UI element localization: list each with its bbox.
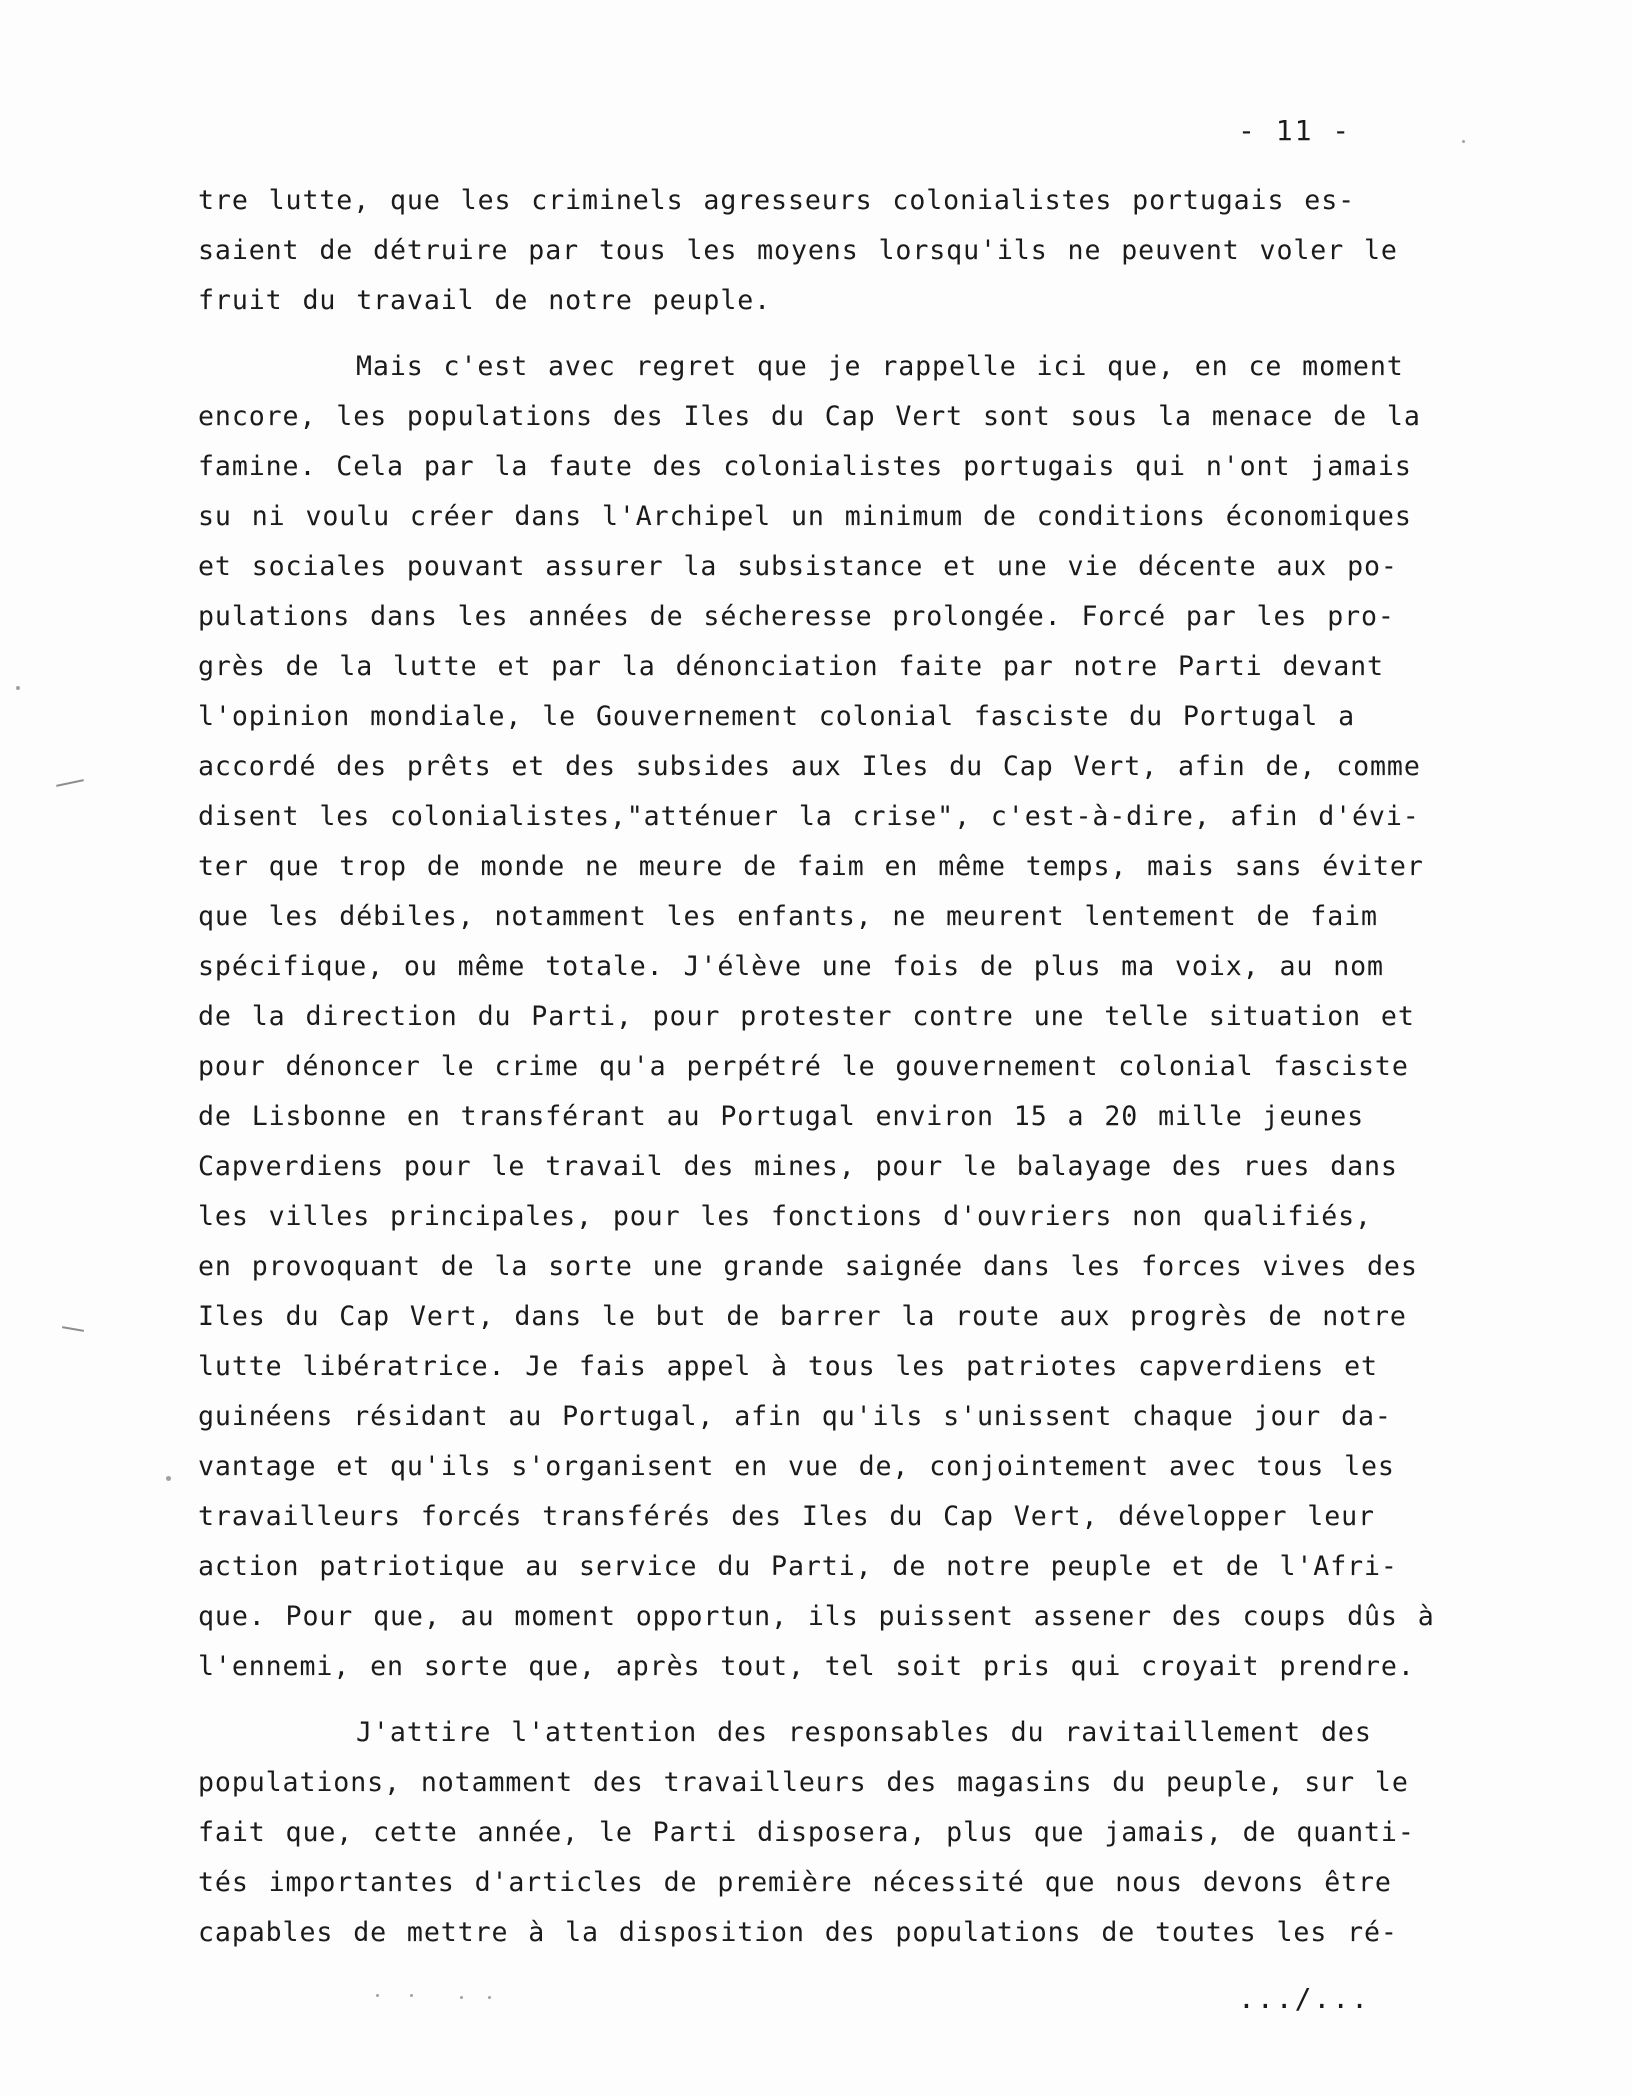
text-line: disent les colonialistes,"atténuer la crise", c'est-à-dire, afin d'évi- <box>198 801 1420 832</box>
text-line: grès de la lutte et par la dénonciation faite par notre Parti devant <box>198 651 1384 682</box>
text-line: l'ennemi, en sorte que, après tout, tel soit pris qui croyait prendre. <box>198 1651 1415 1682</box>
text-line: action patriotique au service du Parti, de notre peuple et de l'Afri- <box>198 1551 1398 1582</box>
text-line: encore, les populations des Iles du Cap Vert sont sous la menace de la <box>198 401 1421 432</box>
paragraph-gap <box>198 1692 1578 1708</box>
text-line: Iles du Cap Vert, dans le but de barrer la route aux progrès de notre <box>198 1301 1407 1332</box>
text-line: lutte libératrice. Je fais appel à tous les patriotes capverdiens et <box>198 1351 1378 1382</box>
text-line: accordé des prêts et des subsides aux Iles du Cap Vert, afin de, comme <box>198 751 1421 782</box>
text-line-content: Mais c'est avec regret que je rappelle ici que, en ce moment <box>356 351 1404 382</box>
text-line: tés importantes d'articles de première nécessité que nous devons être <box>198 1867 1392 1898</box>
paragraph-3 <box>198 1708 1578 1958</box>
scan-mark <box>62 1326 84 1332</box>
scan-speck <box>166 1476 171 1481</box>
paragraph-2 <box>198 342 1578 1692</box>
paragraph-1 <box>198 176 1578 326</box>
body-text <box>198 176 1578 1958</box>
text-line <box>198 1708 1578 1758</box>
text-line <box>198 342 1578 392</box>
text-line: populations, notamment des travailleurs des magasins du peuple, sur le <box>198 1767 1409 1798</box>
text-line: famine. Cela par la faute des colonialistes portugais qui n'ont jamais <box>198 451 1412 482</box>
text-line: pour dénoncer le crime qu'a perpétré le gouvernement colonial fasciste <box>198 1051 1409 1082</box>
text-line: spécifique, ou même totale. J'élève une fois de plus ma voix, au nom <box>198 951 1384 982</box>
text-line: pulations dans les années de sécheresse prolongée. Forcé par les pro- <box>198 601 1395 632</box>
text-line: tre lutte, que les criminels agresseurs colonialistes portugais es- <box>198 185 1356 216</box>
scan-speck <box>410 1994 413 1997</box>
page-number: - 11 - <box>1238 114 1352 147</box>
scan-speck <box>1462 140 1465 143</box>
paragraph-gap <box>198 326 1578 342</box>
text-line: les villes principales, pour les fonctions d'ouvriers non qualifiés, <box>198 1201 1372 1232</box>
scan-speck <box>460 1996 463 1999</box>
text-line: de la direction du Parti, pour protester contre une telle situation et <box>198 1001 1415 1032</box>
text-line-content: J'attire l'attention des responsables du ravitaillement des <box>356 1717 1372 1748</box>
text-line: l'opinion mondiale, le Gouvernement colonial fasciste du Portugal a <box>198 701 1356 732</box>
scan-speck <box>16 686 20 690</box>
text-line: travailleurs forcés transférés des Iles du Cap Vert, développer leur <box>198 1501 1375 1532</box>
scan-mark <box>56 779 84 787</box>
text-line: ter que trop de monde ne meure de faim en même temps, mais sans éviter <box>198 851 1424 882</box>
text-line: capables de mettre à la disposition des populations de toutes les ré- <box>198 1917 1398 1948</box>
text-line: guinéens résidant au Portugal, afin qu'ils s'unissent chaque jour da- <box>198 1401 1392 1432</box>
text-line: que les débiles, notamment les enfants, ne meurent lentement de faim <box>198 901 1378 932</box>
text-line: Capverdiens pour le travail des mines, pour le balayage des rues dans <box>198 1151 1398 1182</box>
continuation-mark: .../... <box>1238 1982 1371 2015</box>
text-line: en provoquant de la sorte une grande saignée dans les forces vives des <box>198 1251 1418 1282</box>
scan-speck <box>376 1994 379 1997</box>
text-line: que. Pour que, au moment opportun, ils puissent assener des coups dûs à <box>198 1601 1435 1632</box>
text-line: fait que, cette année, le Parti disposera, plus que jamais, de quanti- <box>198 1817 1415 1848</box>
text-line: vantage et qu'ils s'organisent en vue de, conjointement avec tous les <box>198 1451 1395 1482</box>
text-line: fruit du travail de notre peuple. <box>198 285 772 316</box>
text-line: su ni voulu créer dans l'Archipel un minimum de conditions économiques <box>198 501 1412 532</box>
text-line: de Lisbonne en transférant au Portugal environ 15 a 20 mille jeunes <box>198 1101 1365 1132</box>
text-line: saient de détruire par tous les moyens lorsqu'ils ne peuvent voler le <box>198 235 1398 266</box>
text-line: et sociales pouvant assurer la subsistance et une vie décente aux po- <box>198 551 1398 582</box>
scan-speck <box>488 1996 491 1999</box>
